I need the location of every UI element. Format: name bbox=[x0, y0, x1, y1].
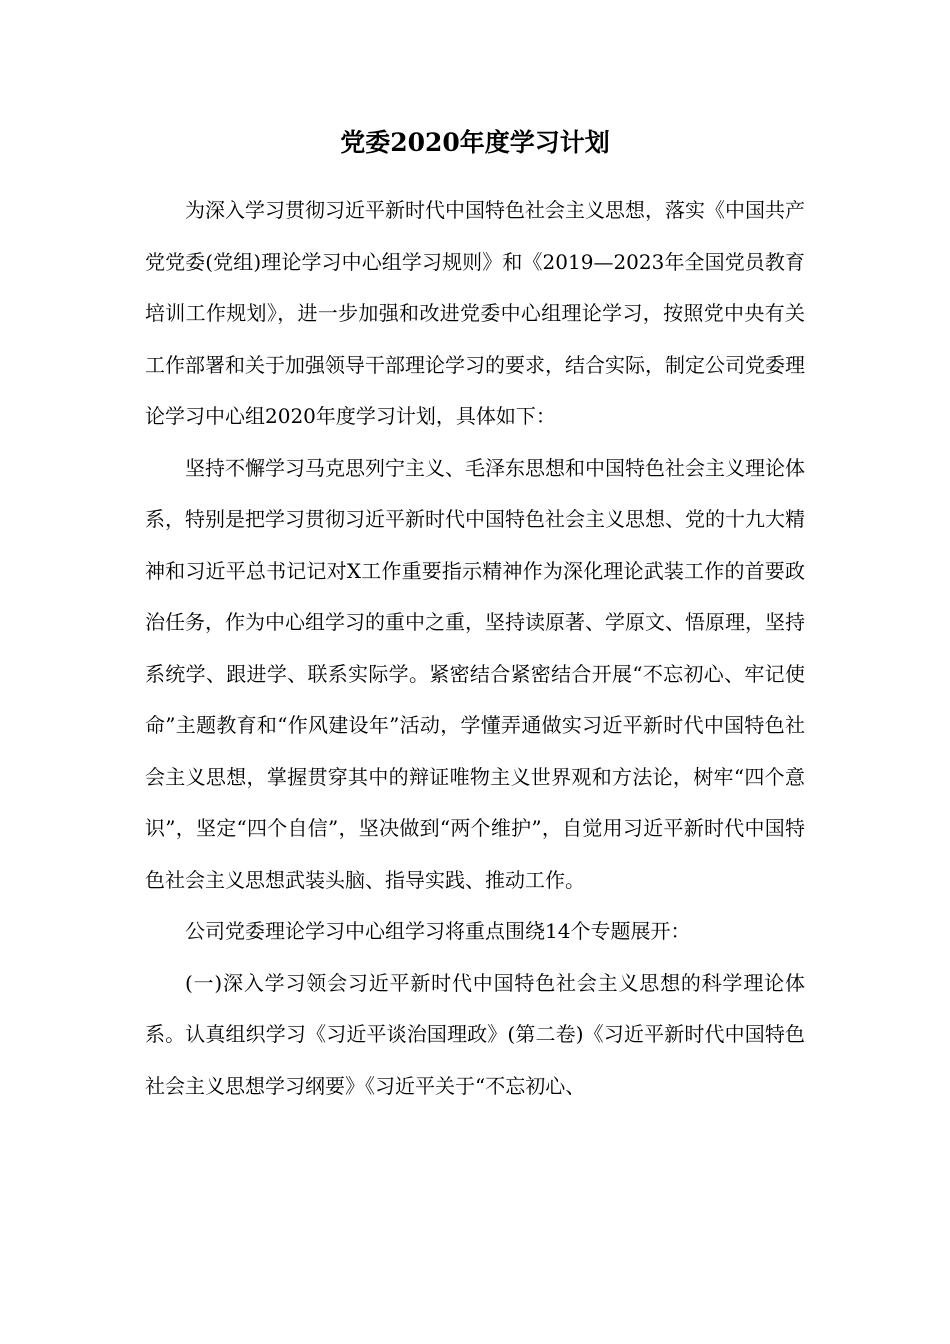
paragraph-guiding-principle: 坚持不懈学习马克思列宁主义、毛泽东思想和中国特色社会主义理论体系，特别是把学习贯彻习近平新时代中国特色社会主义思想、党的十九大精神和习近平总书记记对X工作重要指示精神作为深化理论武装工作的首要政治任务，作为中心组学习的重中之重，坚持读原著、学原文、悟原理，坚持系统学、跟进学、联系实际学。紧密结合紧密结合开展“不忘初心、牢记使命”主题教育和“作风建设年”活动，学懂弄通做实习近平新时代中国特色社会主义思想，掌握贯穿其中的辩证唯物主义世界观和方法论，树牢“四个意识”，坚定“四个自信”，坚决做到“两个维护”，自觉用习近平新时代中国特色社会主义思想武装头脑、指导实践、推动工作。 bbox=[145, 455, 805, 892]
paragraph-topics-intro: 公司党委理论学习中心组学习将重点围绕14个专题展开： bbox=[185, 919, 691, 943]
document-title: 党委2020年度学习计划 bbox=[340, 128, 610, 157]
document-body bbox=[145, 185, 805, 1112]
paragraph-intro: 为深入学习贯彻习近平新时代中国特色社会主义思想，落实《中国共产党党委(党组)理论学习中心组学习规则》和《2019—2023年全国党员教育培训工作规划》，进一步加强和改进党委中心组理论学习，按照党中央有关工作部署和关于加强领导干部理论学习的要求，结合实际，制定公司党委理论学习中心组2020年度学习计划，具体如下： bbox=[145, 198, 805, 428]
paragraph-topic-1: (一)深入学习领会习近平新时代中国特色社会主义思想的科学理论体系。认真组织学习《习近平谈治国理政》(第二卷)《习近平新时代中国特色社会主义思想学习纲要》《习近平关于“不忘初心、 bbox=[145, 970, 805, 1098]
